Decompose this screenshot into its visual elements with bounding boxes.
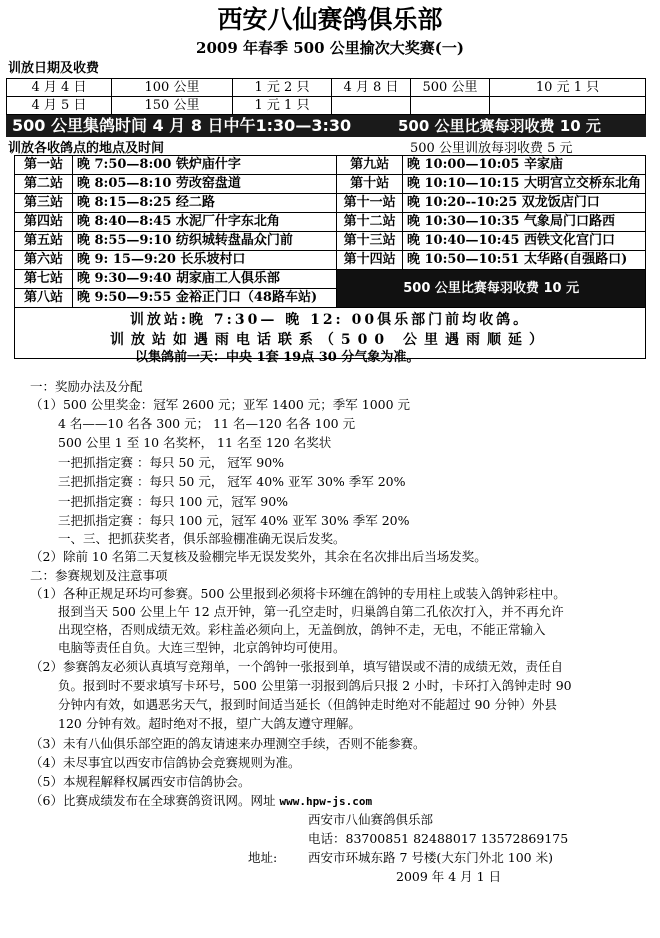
footer-address: 西安市环城东路 7 号楼(大东门外北 100 米) [308, 850, 553, 865]
prize-line: 500 公里 1 至 10 名奖杯， 11 名至 120 名奖状 [58, 435, 332, 450]
table-cell: 4 月 5 日 [7, 97, 112, 115]
notice-line: 以集鸽前一天：中央 1套 19点 30 分气象为准。 [135, 350, 420, 365]
section-heading: 一：奖励办法及分配 [30, 379, 143, 394]
rule-line: （1）各种正规足环均可参赛。500 公里报到必须将卡环缠在鸽钟的专用柱上或装入鸽钟彩柱中。 [30, 586, 566, 601]
table-cell: 4 月 8 日 [332, 79, 411, 97]
table-row [15, 175, 646, 194]
station-name: 第二站 [15, 175, 73, 194]
table-cell [411, 97, 490, 115]
rule-line: 120 分钟有效。超时绝对不报，望广大鸽友遵守理解。 [58, 716, 361, 731]
station-time: 晚 9:30—9:40 胡家庙工人俱乐部 [72, 270, 336, 289]
prize-line: 一把抓指定赛 ：每只 50 元， 冠军 90% [58, 455, 285, 470]
rule-line: 分钟内有效，如遇恶劣天气，报到时间适当延长（但鸽钟走时绝对不能超过 90 分钟）外县 [58, 697, 557, 712]
station-time: 晚 7:50—8:00 铁炉庙什字 [72, 156, 336, 175]
station-name: 第三站 [15, 194, 73, 213]
rule-line [30, 792, 372, 810]
stations-header [0, 137, 660, 155]
rule-line: 负。报到时不要求填写卡环号，500 公里第一羽报到鸽后只报 2 小时，卡环打入鸽钟走时 90 [58, 678, 572, 693]
prize-line: 4 名——10 名各 300 元； 11 名—120 名各 100 元 [58, 416, 356, 431]
stations-table [14, 155, 646, 308]
table-cell: 4 月 4 日 [7, 79, 112, 97]
station-time: 晚 9: 15—9:20 长乐坡村口 [72, 251, 336, 270]
table-cell [490, 97, 646, 115]
race-fee-box: 500 公里比赛每羽收费 10 元 [337, 270, 646, 308]
table-row [15, 194, 646, 213]
station-name: 第十三站 [337, 232, 403, 251]
footer-phone: 电话：83700851 82488017 13572869175 [308, 831, 569, 846]
table-cell: 10 元 1 只 [490, 79, 646, 97]
prize-line: 三把抓指定赛 ：每只 100 元，冠军 40% 亚军 30% 季军 20% [58, 513, 410, 528]
table-row [15, 156, 646, 175]
table-cell: 500 公里 [411, 79, 490, 97]
station-time: 晚 9:50—9:55 金裕正门口（48路车站) [72, 289, 336, 308]
stations-fee: 500 公里训放每羽收费 5 元 [410, 141, 573, 156]
rule-line: 报到当天 500 公里上午 12 点开钟，第一孔空走时，归巢鸽自第二孔依次打入，并不再允许 [58, 604, 564, 619]
station-time: 晚 10:20--10:25 双龙饭店门口 [402, 194, 645, 213]
table-cell: 1 元 2 只 [233, 79, 332, 97]
station-name: 第六站 [15, 251, 73, 270]
rule-line: 出现空格，否则成绩无效。彩柱盖必须向上，无盖倒放，鸽钟不走，无电，不能正常输入 [58, 622, 546, 637]
table-cell: 150 公里 [112, 97, 233, 115]
table-cell [332, 97, 411, 115]
table-row [15, 251, 646, 270]
collection-time-bar [6, 115, 646, 137]
notice-box [14, 308, 646, 365]
station-name: 第十二站 [337, 213, 403, 232]
prize-line: （2）除前 10 名第二天复核及验棚完毕无误发奖外，其余在名次排出后当场发奖。 [30, 549, 487, 564]
station-name: 第八站 [15, 289, 73, 308]
station-name: 第四站 [15, 213, 73, 232]
table-cell: 1 元 1 只 [233, 97, 332, 115]
station-time: 晚 8:05—8:10 劳改窑盘道 [72, 175, 336, 194]
rule-line: （4）未尽事宜以西安市信鸽协会竞赛规则为准。 [30, 755, 301, 770]
station-time: 晚 10:30—10:35 气象局门口路西 [402, 213, 645, 232]
rule-line: （5）本规程解释权属西安市信鸽协会。 [30, 774, 251, 789]
training-label: 训放日期及收费 [8, 61, 100, 76]
station-name: 第一站 [15, 156, 73, 175]
prize-line: （1）500 公里奖金：冠军 2600 元；亚军 1400 元；季军 1000 元 [30, 397, 411, 412]
station-name: 第五站 [15, 232, 73, 251]
table-cell: 100 公里 [112, 79, 233, 97]
rule-line: （2）参赛鸽友必须认真填写竞翔单，一个鸽钟一张报到单，填写错误或不清的成绩无效，责任自 [30, 659, 563, 674]
station-time: 晚 10:40—10:45 西铁文化宫门口 [402, 232, 645, 251]
collection-time-text: 500 公里集鸽时间 4 月 8 日中午1:30—3:30 [12, 116, 352, 135]
station-time: 晚 10:50—10:51 太华路(自强路口) [402, 251, 645, 270]
table-row [7, 97, 646, 115]
notice-line: 训放站如遇雨电话联系（500 公里遇雨顺延） [109, 332, 551, 348]
station-time: 晚 8:40—8:45 水泥厂什字东北角 [72, 213, 336, 232]
footer-address-label: 地址: [248, 850, 278, 865]
fee-table [6, 78, 646, 115]
prize-line: 一、三、把抓获奖者，俱乐部验棚准确无误后发奖。 [58, 531, 346, 546]
rule-line: （3）未有八仙俱乐部空距的鸽友请速来办理测空手续，否则不能参赛。 [30, 736, 426, 751]
station-name: 第七站 [15, 270, 73, 289]
table-row [15, 270, 646, 289]
table-row [15, 232, 646, 251]
page-title: 西安八仙赛鸽俱乐部 [217, 5, 443, 34]
document [0, 0, 660, 365]
station-name: 第十一站 [337, 194, 403, 213]
station-time: 晚 8:55—9:10 纺织城转盘晶众门前 [72, 232, 336, 251]
stations-label: 训放各收鸽点的地点及时间 [8, 141, 165, 156]
footer-org: 西安市八仙赛鸽俱乐部 [308, 812, 434, 827]
website-link[interactable]: www.hpw-js.com [279, 795, 373, 808]
station-name: 第十站 [337, 175, 403, 194]
prize-line: 一把抓指定赛 ：每只 100 元，冠军 90% [58, 494, 289, 509]
station-time: 晚 10:00—10:05 辛家庙 [402, 156, 645, 175]
station-time: 晚 8:15—8:25 经二路 [72, 194, 336, 213]
section-heading: 二：参赛规划及注意事项 [30, 568, 168, 583]
table-row [15, 213, 646, 232]
station-name: 第九站 [337, 156, 403, 175]
footer-date: 2009 年 4 月 1 日 [396, 869, 502, 884]
station-time: 晚 10:10—10:15 大明宫立交桥东北角 [402, 175, 645, 194]
rule-line: 电脑等责任自负。大连三型钟，北京鸽钟均可使用。 [58, 640, 346, 655]
race-fee-text: 500 公里比赛每羽收费 10 元 [398, 117, 601, 135]
page-subtitle: 2009 年春季 500 公里揄次大奖赛(一) [196, 39, 464, 57]
station-name: 第十四站 [337, 251, 403, 270]
table-row [7, 79, 646, 97]
prize-line: 三把抓指定赛 ：每只 50 元， 冠军 40% 亚军 30% 季军 20% [58, 474, 406, 489]
rule-text: （6）比赛成绩发布在全球赛鸽资讯网。网址 [30, 793, 276, 808]
notice-line: 训放站:晚 7:30— 晚 12: 00俱乐部门前均收鸽。 [129, 312, 531, 328]
